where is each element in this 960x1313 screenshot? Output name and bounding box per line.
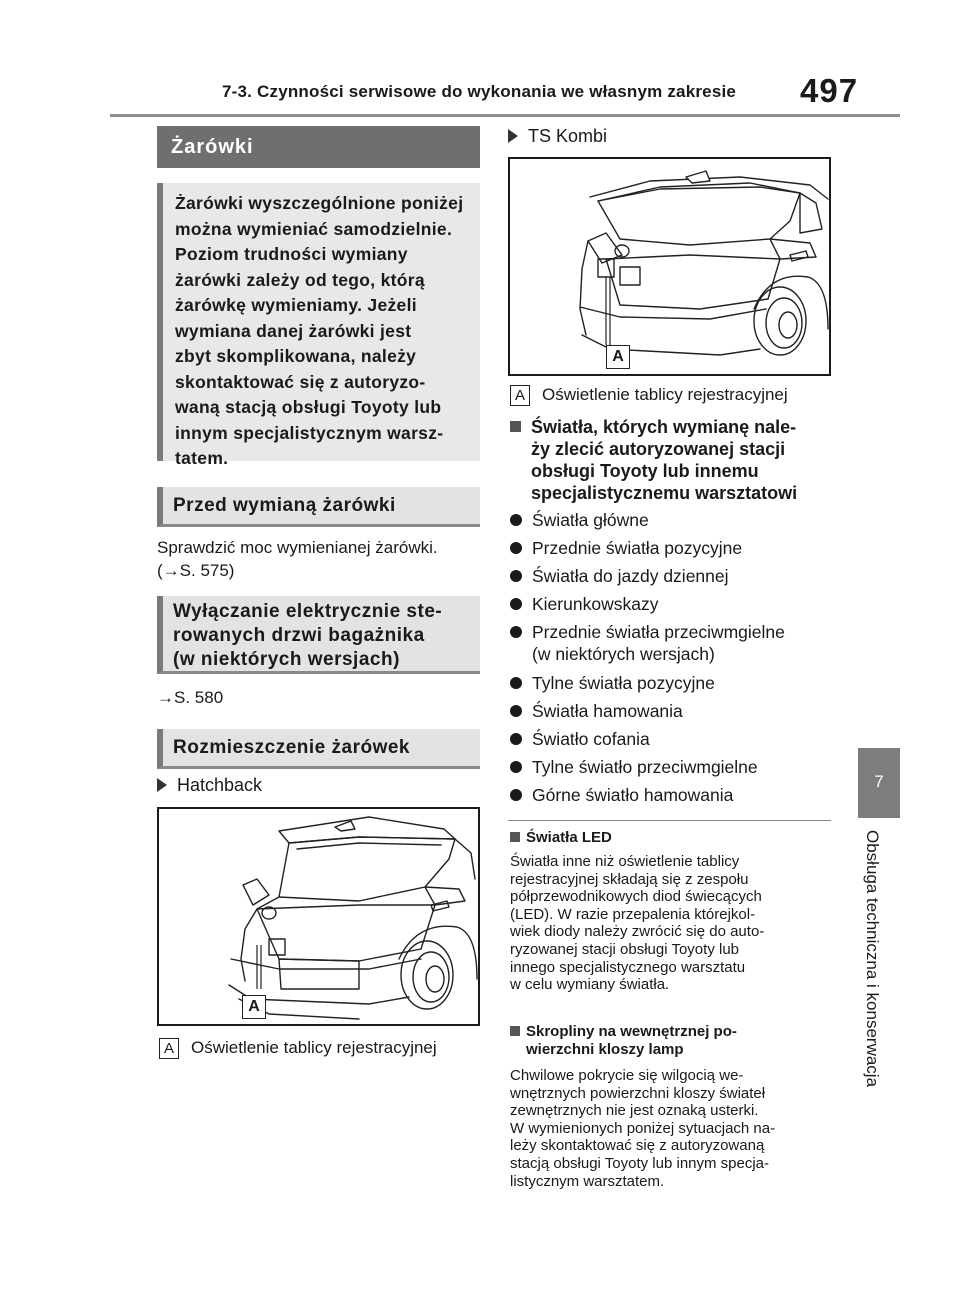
figure-marker-a: A [242, 995, 266, 1019]
kombi-rear-figure [508, 157, 831, 376]
bulb-list-text: Światło cofania [532, 729, 650, 749]
intro-line: żarówki zależy od tego, którą [175, 269, 425, 290]
variant-label-text: TS Kombi [528, 126, 608, 146]
note-line: rejestracyjnej składają się z zespołu [510, 870, 749, 888]
bulb-list-item [510, 537, 742, 559]
note-body-led [510, 853, 840, 994]
caption-letter-box: A [159, 1038, 179, 1059]
note-line: Chwilowe pokrycie się wilgocią we- [510, 1067, 744, 1084]
heading-line: Światła, których wymianę nale- [531, 417, 797, 437]
bulb-list-subtext: (w niektórych wersjach) [532, 644, 715, 664]
heading-line: specjalistycznemu warsztatowi [531, 483, 798, 503]
hatchback-rear-figure [157, 807, 480, 1026]
note-line: innego specjalistycznego warsztatu [510, 958, 746, 976]
heading-line: obsługi Toyoty lub innemu [531, 461, 759, 481]
note-line: zewnętrznych nie jest oznaką usterki. [510, 1102, 759, 1120]
bulb-list-text: Kierunkowskazy [532, 594, 659, 614]
intro-line: żarówkę wymieniamy. Jeżeli [175, 295, 417, 315]
intro-line: Żarówki wyszczególnione poniżej [175, 193, 464, 213]
hatchback-illustration [159, 809, 478, 1024]
figure-caption-hatchback [159, 1038, 437, 1059]
note-line: ryzowanej stacji obsługi Toyoty lub [510, 940, 740, 958]
square-bullet-icon [510, 421, 521, 432]
caption-text: Oświetlenie tablicy rejestracyjnej [191, 1038, 437, 1057]
section-heading-before-replacement: Przed wymianą żarówki [157, 487, 480, 527]
bulb-list-item [510, 509, 649, 531]
note-title-condensation [510, 1023, 737, 1059]
bulb-list-item [510, 565, 729, 587]
header-divider [110, 114, 900, 117]
bullet-dot-icon [510, 570, 522, 582]
intro-line: waną stacją obsługi Toyoty lub [175, 397, 442, 417]
note-line: stacją obsługi Toyoty lub innym specja- [510, 1154, 770, 1172]
bulb-list-text: Przednie światła przeciwmgielne [532, 622, 785, 642]
bulb-list-item [510, 700, 683, 722]
bulb-list-item [510, 756, 758, 778]
bullet-dot-icon [510, 542, 522, 554]
chapter-tab: 7 [858, 748, 900, 818]
page-reference-tailgate[interactable]: →S. 580 [157, 688, 224, 707]
intro-line: Poziom trudności wymiany [175, 244, 408, 264]
section-heading-line: Wyłączanie elektrycznie ste- [173, 601, 443, 622]
section-heading-line: (w niektórych wersjach) [173, 649, 400, 670]
intro-line: innym specjalistycznym warsz- [175, 422, 444, 443]
section-heading-bulb-locations: Rozmieszczenie żarówek [157, 729, 480, 769]
variant-label-kombi [508, 126, 607, 147]
heading-line: ży zlecić autoryzowanej stacji [531, 439, 786, 459]
intro-box [157, 183, 480, 468]
intro-line: tatem. [175, 448, 229, 468]
bullet-dot-icon [510, 761, 522, 773]
caption-letter-box: A [510, 385, 530, 406]
note-title-line: wierzchni kloszy lamp [526, 1041, 684, 1058]
bullet-dot-icon [510, 733, 522, 745]
note-line: wiek diody należy zwrócić się do auto- [510, 923, 765, 941]
intro-line: można wymieniać samodzielnie. [175, 218, 453, 239]
bulb-list-text: Światła hamowania [532, 701, 683, 721]
note-line: leży skontaktować się z autoryzowaną [510, 1137, 765, 1155]
note-title-text: Światła LED [526, 829, 612, 846]
intro-line: wymiana danej żarówki jest [175, 320, 412, 341]
kombi-illustration [510, 159, 829, 374]
bulb-list-item [510, 728, 650, 750]
chapter-side-label [862, 830, 892, 1120]
bullet-dot-icon [510, 598, 522, 610]
note-line: (LED). W razie przepalenia którejkol- [510, 905, 756, 923]
square-bullet-icon [510, 832, 520, 842]
note-line: półprzewodnikowych diod świecących [510, 888, 762, 906]
note-body-condensation [510, 1067, 840, 1190]
chapter-title: 7-3. Czynności serwisowe do wykonania we własnym zakresie [222, 82, 737, 101]
note-line: listycznym warsztatem. [510, 1172, 665, 1190]
square-bullet-icon [510, 1026, 520, 1036]
bullet-dot-icon [510, 514, 522, 526]
bulb-list-text: Tylne światło przeciwmgielne [532, 757, 758, 777]
dealer-replacement-heading [510, 416, 840, 504]
bullet-dot-icon [510, 677, 522, 689]
bulb-list-item [510, 672, 715, 694]
bulb-list-item [510, 621, 785, 665]
bulb-list-text: Światła do jazdy dziennej [532, 566, 729, 586]
section-heading-line: rowanych drzwi bagażnika [173, 625, 425, 646]
note-line: wnętrznych powierzchni kloszy świateł [510, 1084, 766, 1102]
notes-divider [508, 820, 831, 821]
intro-line: zbyt skomplikowana, należy [175, 346, 417, 366]
note-line: w celu wymiany światła. [510, 976, 670, 994]
check-wattage-text: Sprawdzić moc wymienianej żarówki. [157, 538, 438, 557]
caption-text: Oświetlenie tablicy rejestracyjnej [542, 385, 788, 404]
bullet-dot-icon [510, 626, 522, 638]
figure-marker-a: A [606, 345, 630, 369]
intro-line: skontaktować się z autoryzo- [175, 371, 426, 392]
bulb-list-text: Światła główne [532, 510, 649, 530]
triangle-icon [508, 129, 518, 143]
section-banner-bulbs: Żarówki [157, 126, 480, 168]
bullet-dot-icon [510, 705, 522, 717]
bulb-list-text: Przednie światła pozycyjne [532, 538, 743, 558]
triangle-icon [157, 778, 167, 792]
page-number: 497 [800, 72, 859, 109]
figure-caption-kombi [510, 385, 788, 406]
note-line: Światła inne niż oświetlenie tablicy [510, 853, 740, 870]
section-heading-power-tailgate [157, 596, 480, 674]
note-title-led [510, 829, 612, 847]
note-title-line: Skropliny na wewnętrznej po- [526, 1023, 737, 1040]
variant-label-hatchback [157, 775, 262, 796]
bulb-list-text: Tylne światła pozycyjne [532, 673, 715, 693]
bulb-list-item [510, 593, 658, 615]
bulb-list-item [510, 784, 733, 806]
chapter-side-label-text: Obsługa techniczna i konserwacja [863, 830, 882, 1088]
variant-label-text: Hatchback [177, 775, 263, 795]
bullet-dot-icon [510, 789, 522, 801]
page-reference[interactable]: (→S. 575) [157, 561, 235, 580]
note-line: W wymienionych poniżej sytuacjach na- [510, 1119, 776, 1137]
bulb-list-text: Górne światło hamowania [532, 785, 734, 805]
